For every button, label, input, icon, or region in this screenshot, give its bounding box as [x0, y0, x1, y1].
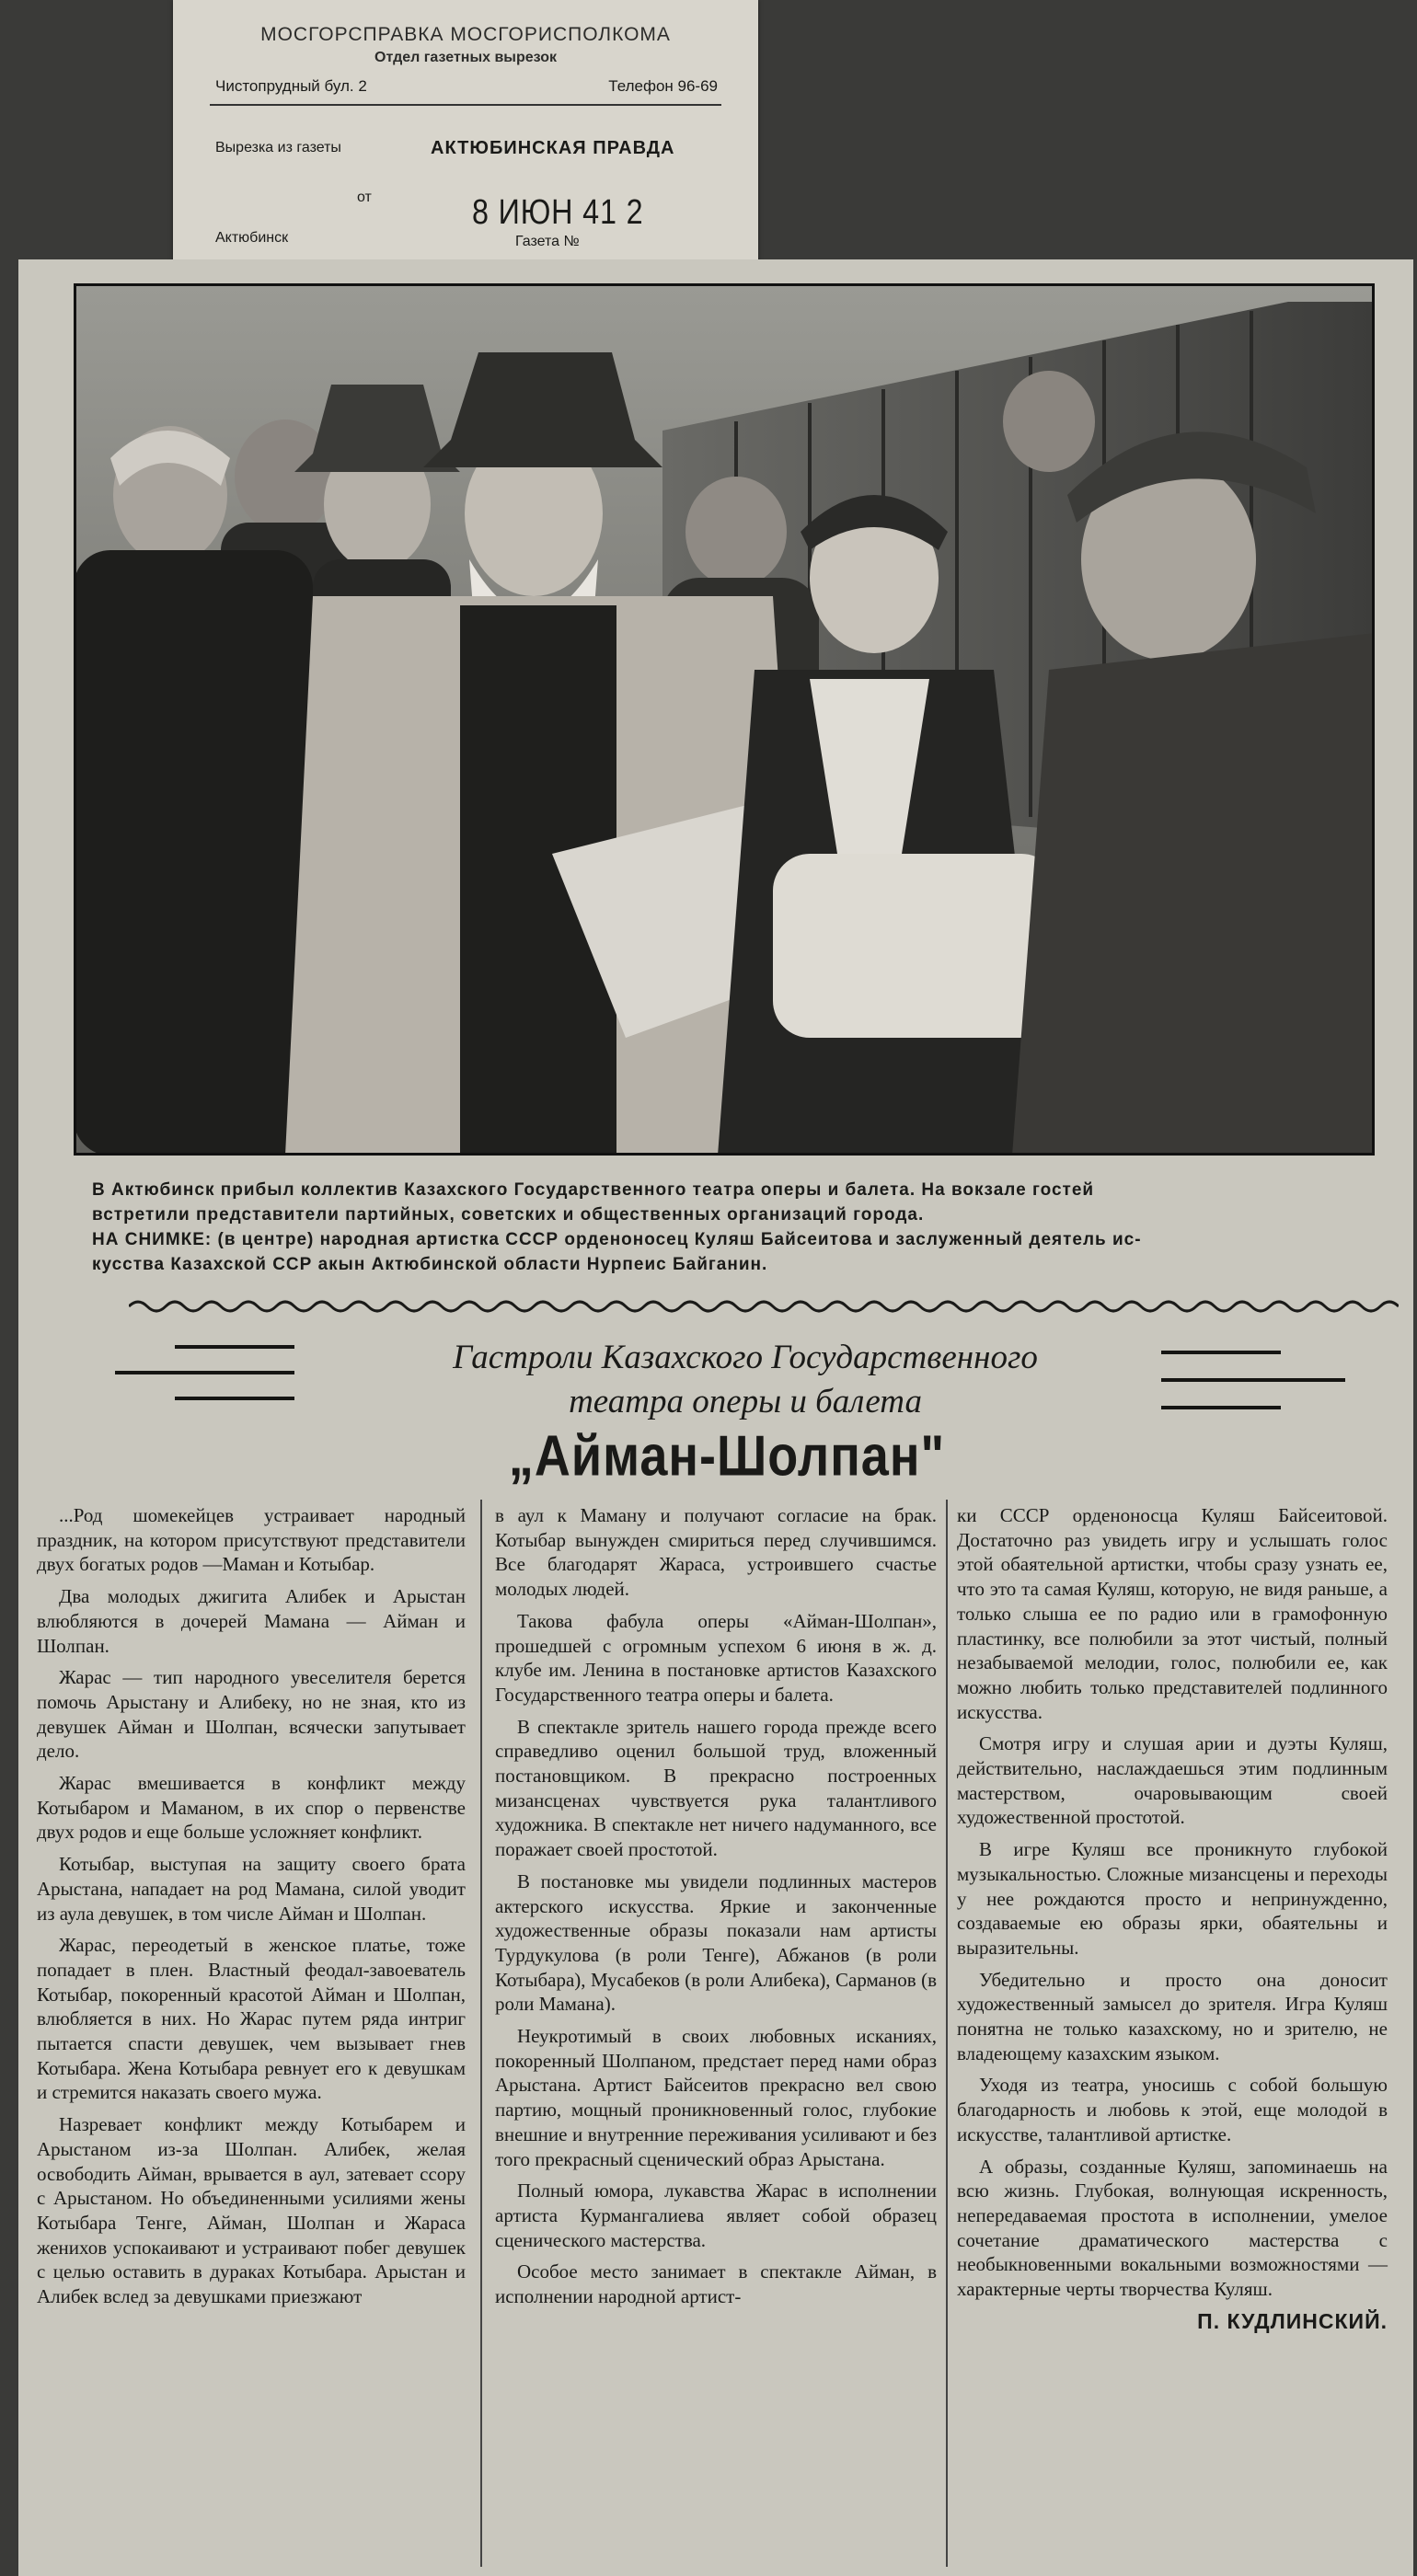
heading-rule — [1161, 1351, 1281, 1354]
paragraph: А образы, созданные Куляш, запоминаешь на всю жизнь. Глубокая, волнующая искренность, непередаваемая простота в исполнении, умелое сочетание драматического мастерства с необыкновенными вокальными возможностями — характерные черты творчества Куляш. — [957, 2155, 1388, 2301]
paragraph: Особое место занимает в спектакле Айман, в исполнении народной артист- — [495, 2260, 937, 2308]
person-left-woman — [74, 550, 313, 1156]
news-photograph — [74, 283, 1375, 1156]
clipping-stamp — [173, 0, 758, 267]
paragraph: ки СССР орденоносца Куляш Байсеитовой. Достаточно раз увидеть игру и услышать голос этой обаятельной артистки, чтобы сразу узнать ее, что это та самая Куляш, которую, не видя раньше, а только слыша ее по радио или в грамофонную пластинку, все полюбили за этот чистый, полный незабываемой мелодии, голос, полюбили ее, как можно любить только представителей подлинного искусства. — [957, 1504, 1388, 1723]
person-right-man — [1012, 633, 1375, 1156]
stamp-date: 8 ИЮН 41 2 — [472, 193, 644, 232]
article-column-1 — [37, 1503, 466, 2317]
photo-scene — [74, 283, 1375, 1156]
photo-caption — [92, 1178, 1380, 1277]
paragraph: Смотря игру и слушая арии и дуэты Куляш, действительно, наслаждаешься этим подлинным мастерством, очаровывающим своей художественной простотой. — [957, 1732, 1388, 1829]
article-column-3 — [957, 1503, 1388, 2334]
paragraph: В игре Куляш все проникнуто глубокой музыкальностью. Сложные мизансцены и переходы у нее рождаются просто и непринужденно, создаваемые ею образы ярки, обаятельны и выразительны. — [957, 1838, 1388, 1959]
paragraph: Полный юмора, лукавства Жарас в исполнении артиста Курмангалиева являет собой образец сценического мастерства. — [495, 2179, 937, 2251]
series-heading — [350, 1336, 1141, 1424]
paragraph: ...Род шомекейцев устраивает народный праздник, на котором присутствуют представители двух богатых родов —Маман и Котыбар. — [37, 1504, 466, 1576]
article-column-2 — [495, 1503, 937, 2317]
heading-rule — [1161, 1378, 1345, 1382]
column-divider — [480, 1500, 482, 2567]
stamp-newspaper: АКТЮБИНСКАЯ ПРАВДА — [431, 138, 675, 158]
caption-line: НА СНИМКЕ: (в центре) народная артистка СССР орденоносец Куляш Байсеитова и заслуженный деятель ис- — [92, 1230, 1142, 1249]
stamp-divider — [210, 103, 721, 107]
stamp-phone: Телефон 96-69 — [608, 77, 718, 95]
paragraph: Котыбар, выступая на защиту своего брата Арыстана, нападает на род Мамана, силой уводит из аула девушек, в том числе Айман и Шолпан. — [37, 1853, 466, 1925]
caption-line: встретили представители партийных, советских и общественных организаций города. — [92, 1205, 925, 1225]
stamp-dept: Отдел газетных вырезок — [374, 50, 557, 65]
series-line-1: Гастроли Казахского Государственного — [453, 1339, 1038, 1376]
series-line-2: театра оперы и балета — [569, 1383, 922, 1420]
stamp-org: МОСГОРСПРАВКА МОСГОРИСПОЛКОМА — [260, 24, 671, 45]
paragraph: Такова фабула оперы «Айман-Шолпан», прошедшей с огромным успехом 6 июня в ж. д. клубе им. Ленина в постановке артистов Казахского Государственного театра оперы и балета. — [495, 1609, 937, 1706]
stamp-address: Чистопрудный бул. 2 — [215, 77, 367, 95]
paragraph: Жарас вмешивается в конфликт между Котыбаром и Маманом, в их спор о первенстве двух родов и еще больше усложняет конфликт. — [37, 1772, 466, 1844]
stamp-cut-label: Вырезка из газеты — [215, 140, 341, 155]
paragraph: в аул к Маману и получают согласие на брак. Котыбар вынужден смириться перед случившимся. Все благодарят Жараса, устроившего счастье молодых людей. — [495, 1504, 937, 1601]
caption-line: В Актюбинск прибыл коллектив Казахского Государственного театра оперы и балета. На вокзале гостей — [92, 1180, 1095, 1200]
heading-rule — [1161, 1406, 1281, 1409]
paragraph: Уходя из театра, уносишь с собой большую благодарность и любовь к этой, еще молодой в искусстве, талантливой артистке. — [957, 2074, 1388, 2145]
caption-line: кусства Казахской ССР акын Актюбинской области Нурпеис Байганин. — [92, 1255, 768, 1274]
author-signature: П. КУДЛИНСКИЙ. — [1197, 2308, 1388, 2333]
wavy-divider — [129, 1297, 1399, 1316]
heading-rule — [175, 1345, 294, 1349]
stamp-city: Актюбинск — [215, 230, 289, 246]
heading-rule — [175, 1397, 294, 1400]
paragraph: Неукротимый в своих любовных исканиях, покоренный Шолпаном, предстает перед нами образ Арыстана. Артист Байсеитов прекрасно вел свою партию, мощный проникновенный голос, глубокие внешние и внутренние переживания усиливают и без того прекрасный сценический образ Арыстана. — [495, 2025, 937, 2170]
paragraph: В постановке мы увидели подлинных мастеров актерского искусства. Яркие и законченные художественные образы показали нам артисты Турдукулова (в роли Тенге), Абжанов (в роли Котыбара), Мусабеков (в роли Алибека), Сарманов (в роли Мамана). — [495, 1869, 937, 2016]
heading-rule — [115, 1371, 294, 1374]
paragraph: Жарас — тип народного увеселителя берется помочь Арыстану и Алибеку, но не зная, кто из девушек Айман и Шолпан, всячески запутывает дело. — [37, 1666, 466, 1763]
column-divider — [946, 1500, 948, 2567]
article-title: „Айман-Шолпан" — [508, 1424, 946, 1489]
stamp-from-label: от — [357, 190, 372, 205]
paragraph: В спектакле зритель нашего города прежде всего справедливо оценил большой труд, вложенный постановщиком. В прекрасно построенных мизансценах чувствуется рука талантливого художника. В спектакле нет ничего надуманного, все поражает своей простотой. — [495, 1715, 937, 1861]
paragraph: Убедительно и просто она доносит художественный замысел до зрителя. Игра Куляш понятна не только казахскому, но и зрителю, не владеющему казахским языком. — [957, 1968, 1388, 2064]
paragraph: Жарас, переодетый в женское платье, тоже попадает в плен. Властный феодал-завоеватель Котыбар, покоренный красотой Айман и Шолпан, влюбляется в них. Но Жарас путем ряда интриг пытается спасти девушек, чем вызывает гнев Котыбара. Жена Котыбара ревнует его к девушкам и стремится наказать своего мужа. — [37, 1934, 466, 2104]
paragraph: Два молодых джигита Алибек и Арыстан влюбляются в дочерей Мамана — Айман и Шолпан. — [37, 1585, 466, 1657]
paragraph: Назревает конфликт между Котыбарем и Арыстаном из-за Шолпан. Алибек, желая освободить Айман, врывается в аул, затевает ссору с Арыстаном. Но объединенными усилиями жены Котыбара Тенге, Айман, Шолпан и Жараса женихов успокаивают и устраивают побег девушек с целью оставить в дураках Котыбара. Арыстан и Алибек вслед за девушками приезжают — [37, 2113, 466, 2308]
stamp-issue-label: Газета № — [515, 234, 580, 249]
